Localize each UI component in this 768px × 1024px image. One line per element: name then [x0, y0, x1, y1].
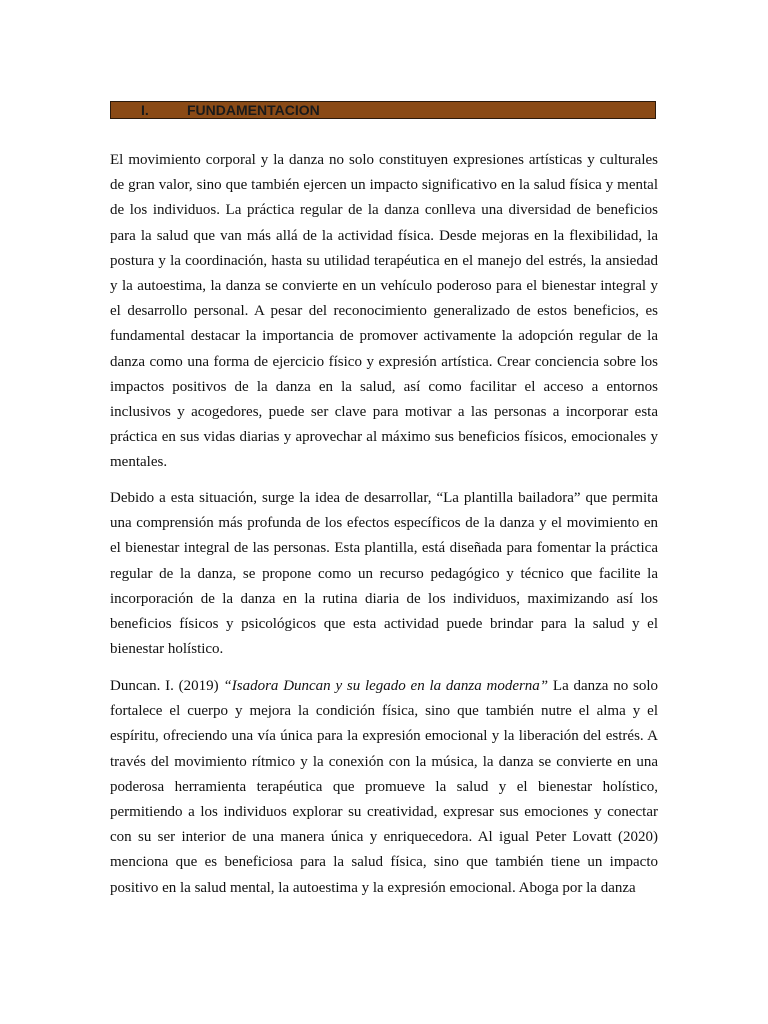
section-number: I.: [141, 102, 149, 118]
section-heading: [110, 101, 656, 119]
paragraph-duncan-citation: [110, 674, 658, 901]
paragraph-introduction: El movimiento corporal y la danza no solo constituyen expresiones artísticas y culturales de gran valor, sino que también ejercen un impacto significativo en la salud física y mental de los individuos. La práctica regular de la danza conlleva una diversidad de beneficios para la salud que van más allá de la actividad física. Desde mejoras en la flexibilidad, la postura y la coordinación, hasta su utilidad terapéutica en el manejo del estrés, la ansiedad y la autoestima, la danza se convierte en un vehículo poderoso para el bienestar integral y el desarrollo personal. A pesar del reconocimiento generalizado de estos beneficios, es fundamental destacar la importancia de promover activamente la adopción regular de la danza como una forma de ejercicio físico y expresión artística. Crear conciencia sobre los impactos positivos de la danza en la salud, así como facilitar el acceso a entornos inclusivos y acogedores, puede ser clave para motivar a las personas a incorporar esta práctica en sus vidas diarias y aprovechar al máximo sus beneficios físicos, emocionales y mentales.: [110, 152, 658, 471]
section-title: FUNDAMENTACION: [187, 102, 320, 118]
citation-body: La danza no solo fortalece el cuerpo y mejora la condición física, sino que también nutre el alma y el espíritu, ofreciendo una vía única para la expresión emocional y la liberación del estrés. A través del movimiento rítmico y la conexión con la música, la danza se convierte en una poderosa herramienta terapéutica que promueve la salud y el bienestar holístico, permitiendo a los individuos explorar su creatividad, expresar sus emociones y conectar con su ser interior de una manera única y enriquecedora. Al igual Peter Lovatt (2020) menciona que es beneficiosa para la salud física, sino que también tiene un impacto positivo en la salud mental, la autoestima y la expresión emocional. Aboga por la danza: [110, 678, 658, 896]
paragraph-plantilla-bailadora: Debido a esta situación, surge la idea de desarrollar, “La plantilla bailadora” que permita una comprensión más profunda de los efectos específicos de la danza y el movimiento en el bienestar integral de las personas. Esta plantilla, está diseñada para fomentar la práctica regular de la danza, se propone como un recurso pedagógico y técnico que facilite la incorporación de la danza en la rutina diaria de los individuos, maximizando así los beneficios físicos y psicológicos que esta actividad puede brindar para la salud y el bienestar holístico.: [110, 490, 658, 658]
citation-title: “Isadora Duncan y su legado en la danza moderna”: [223, 678, 549, 694]
citation-author: Duncan. I. (2019): [110, 678, 224, 694]
